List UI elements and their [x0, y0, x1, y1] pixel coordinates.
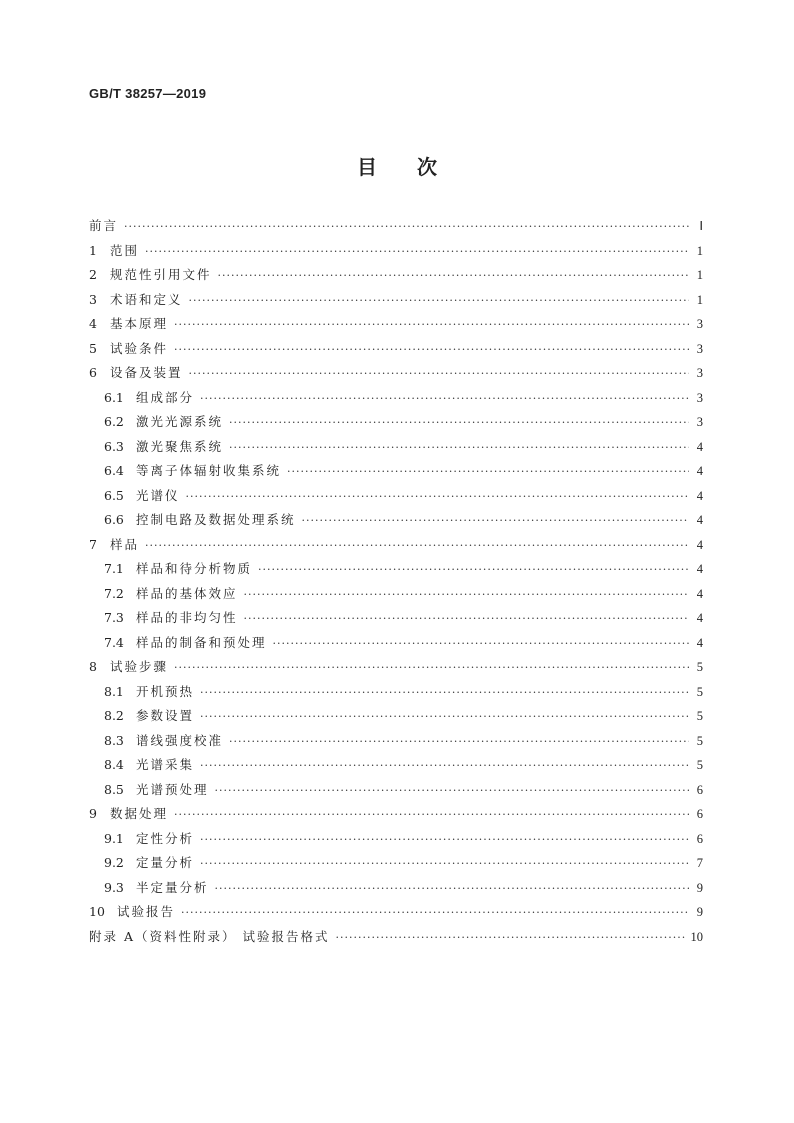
dot-leader	[229, 413, 689, 433]
dot-leader	[200, 830, 689, 850]
toc-entry-label: 附录 A（资料性附录） 试验报告格式	[89, 928, 330, 944]
toc-entry-label: 样品的制备和预处理	[136, 634, 267, 650]
dot-leader	[335, 928, 686, 948]
toc-entry-page: 5	[696, 709, 703, 723]
toc-entry-number: 8.2	[104, 708, 124, 723]
toc-entry-number: 4	[89, 316, 97, 331]
toc-entry-page: 4	[696, 439, 703, 454]
toc-entry[interactable]	[89, 584, 703, 609]
toc-entry[interactable]	[89, 339, 703, 364]
toc-entry-label: 激光光源系统	[136, 414, 224, 429]
toc-entry-label: 样品的非均匀性	[136, 610, 238, 625]
toc-entry-label: 光谱仪	[136, 487, 180, 503]
toc-entry[interactable]	[89, 755, 703, 780]
dot-leader	[186, 487, 689, 507]
toc-entry-label: 试验步骤	[110, 659, 169, 674]
dot-leader	[189, 364, 689, 384]
toc-entry[interactable]	[89, 829, 703, 854]
toc-entry[interactable]	[89, 927, 703, 952]
dot-leader	[174, 340, 689, 360]
dot-leader	[200, 389, 689, 409]
toc-entry[interactable]	[89, 902, 703, 927]
toc-entry-number: 5	[89, 340, 97, 356]
dot-leader	[200, 854, 689, 874]
toc-entry-label: 光谱采集	[136, 757, 195, 772]
toc-entry-page: 5	[696, 660, 703, 674]
toc-entry[interactable]	[89, 216, 703, 241]
dot-leader	[244, 585, 689, 605]
dot-leader	[215, 781, 689, 801]
toc-entry-number: 8.1	[104, 683, 124, 699]
toc-entry[interactable]	[89, 657, 703, 682]
toc-entry-number: 9.2	[104, 855, 124, 870]
toc-entry-page: 4	[696, 488, 703, 503]
toc-entry-page: Ⅰ	[699, 219, 703, 233]
toc-entry-number: 6.2	[104, 414, 124, 429]
toc-entry-page: 5	[696, 758, 703, 772]
dot-leader	[244, 609, 689, 629]
toc-entry-page: 6	[696, 782, 703, 797]
dot-leader	[124, 217, 689, 237]
toc-entry-page: 3	[696, 415, 703, 429]
toc-entry-label: 样品和待分析物质	[136, 561, 253, 576]
toc-entry-page: 9	[696, 880, 703, 895]
toc-entry-label: 试验条件	[110, 340, 169, 356]
toc-entry-label: 开机预热	[136, 683, 195, 699]
toc-entry[interactable]	[89, 608, 703, 633]
toc-entry-number: 6.5	[104, 487, 124, 503]
toc-entry-page: 4	[696, 562, 703, 576]
toc-entry[interactable]	[89, 363, 703, 388]
dot-leader	[181, 903, 689, 923]
toc-entry-label: 数据处理	[110, 806, 169, 821]
toc-entry-page: 6	[696, 831, 703, 846]
dot-leader	[145, 536, 689, 556]
toc-entry-page: 1	[696, 243, 703, 258]
toc-entry[interactable]	[89, 241, 703, 266]
dot-leader	[302, 511, 689, 531]
toc-entry[interactable]	[89, 731, 703, 756]
toc-entry-page: 4	[696, 635, 703, 650]
dot-leader	[200, 707, 689, 727]
toc-entry-label: 术语和定义	[110, 291, 183, 307]
toc-entry[interactable]	[89, 388, 703, 413]
toc-entry[interactable]	[89, 314, 703, 339]
dot-leader	[215, 879, 689, 899]
toc-entry-page: 3	[696, 341, 703, 356]
toc-entry-number: 7.1	[104, 561, 124, 576]
toc-entry-page: 3	[696, 317, 703, 331]
toc-entry[interactable]	[89, 412, 703, 437]
toc-entry-page: 10	[690, 929, 703, 944]
toc-entry[interactable]	[89, 682, 703, 707]
toc-entry-number: 2	[89, 267, 97, 282]
toc-entry-label: 光谱预处理	[136, 781, 209, 797]
toc-entry[interactable]	[89, 437, 703, 462]
toc-entry-label: 定性分析	[136, 830, 195, 846]
toc-entry-number: 8.5	[104, 781, 124, 797]
toc-entry-label: 参数设置	[136, 708, 195, 723]
toc-entry-number: 7.3	[104, 610, 124, 625]
toc-entry-label: 基本原理	[110, 316, 169, 331]
toc-entry[interactable]	[89, 780, 703, 805]
dot-leader	[174, 658, 689, 678]
toc-entry-page: 4	[696, 464, 703, 478]
toc-entry-page: 4	[696, 513, 703, 527]
toc-entry[interactable]	[89, 706, 703, 731]
toc-entry[interactable]	[89, 265, 703, 290]
toc-entry-number: 6.3	[104, 438, 124, 454]
toc-entry-number: 9.3	[104, 879, 124, 895]
dot-leader	[174, 805, 689, 825]
toc-entry-page: 5	[696, 684, 703, 699]
dot-leader	[145, 242, 689, 262]
toc-entry-label: 前言	[89, 218, 119, 233]
toc-entry-label: 试验报告	[117, 904, 176, 919]
dot-leader	[200, 683, 689, 703]
toc-entry-page: 4	[696, 537, 703, 552]
toc-entry-page: 4	[696, 586, 703, 601]
dot-leader	[189, 291, 689, 311]
dot-leader	[287, 462, 689, 482]
toc-entry-number: 7.4	[104, 634, 124, 650]
toc-entry-number: 9.1	[104, 830, 124, 846]
toc-entry-label: 等离子体辐射收集系统	[136, 463, 282, 478]
toc-entry-page: 4	[696, 611, 703, 625]
toc-entry[interactable]	[89, 290, 703, 315]
toc-entry-page: 7	[696, 856, 703, 870]
toc-entry-label: 激光聚焦系统	[136, 438, 224, 454]
toc-entry-number: 8.4	[104, 757, 124, 772]
dot-leader	[258, 560, 689, 580]
toc-entry-number: 9	[89, 806, 97, 821]
toc-entry-page: 9	[696, 905, 703, 919]
toc-entry-label: 控制电路及数据处理系统	[136, 512, 296, 527]
toc-entry-label: 谱线强度校准	[136, 732, 224, 748]
toc-entry-number: 3	[89, 291, 97, 307]
toc-entry-number: 6.6	[104, 512, 124, 527]
dot-leader	[229, 732, 689, 752]
standard-number: GB/T 38257—2019	[89, 86, 207, 101]
dot-leader	[174, 315, 689, 335]
toc-entry-label: 半定量分析	[136, 879, 209, 895]
toc-entry-page: 6	[696, 807, 703, 821]
toc-entry-number: 8.3	[104, 732, 124, 748]
toc-entry[interactable]	[89, 486, 703, 511]
dot-leader	[229, 438, 689, 458]
toc-entry[interactable]	[89, 559, 703, 584]
toc-entry-number: 7.2	[104, 585, 124, 601]
toc-entry-label: 设备及装置	[110, 365, 183, 380]
toc-entry-number: 8	[89, 659, 97, 674]
toc-entry-number: 1	[89, 242, 97, 258]
table-of-contents	[89, 216, 703, 951]
toc-entry-page: 1	[696, 292, 703, 307]
toc-entry-label: 样品	[110, 536, 140, 552]
toc-entry[interactable]	[89, 510, 703, 535]
toc-entry-page: 5	[696, 733, 703, 748]
toc-entry-label: 组成部分	[136, 389, 195, 405]
toc-entry[interactable]	[89, 535, 703, 560]
toc-entry-page: 3	[696, 366, 703, 380]
page-title: 目次	[357, 155, 477, 179]
toc-entry[interactable]	[89, 853, 703, 878]
toc-entry[interactable]	[89, 633, 703, 658]
toc-entry-label: 规范性引用文件	[110, 267, 212, 282]
toc-entry-number: 6.4	[104, 463, 124, 478]
toc-entry-number: 10	[89, 904, 105, 919]
toc-entry-number: 6	[89, 365, 97, 380]
toc-entry[interactable]	[89, 878, 703, 903]
toc-entry[interactable]	[89, 804, 703, 829]
toc-entry-page: 3	[696, 390, 703, 405]
toc-entry-label: 样品的基体效应	[136, 585, 238, 601]
toc-entry[interactable]	[89, 461, 703, 486]
dot-leader	[200, 756, 689, 776]
toc-entry-page: 1	[696, 268, 703, 282]
toc-entry-label: 范围	[110, 242, 140, 258]
dot-leader	[218, 266, 689, 286]
dot-leader	[273, 634, 689, 654]
toc-entry-label: 定量分析	[136, 855, 195, 870]
toc-entry-number: 6.1	[104, 389, 124, 405]
toc-entry-number: 7	[89, 536, 97, 552]
